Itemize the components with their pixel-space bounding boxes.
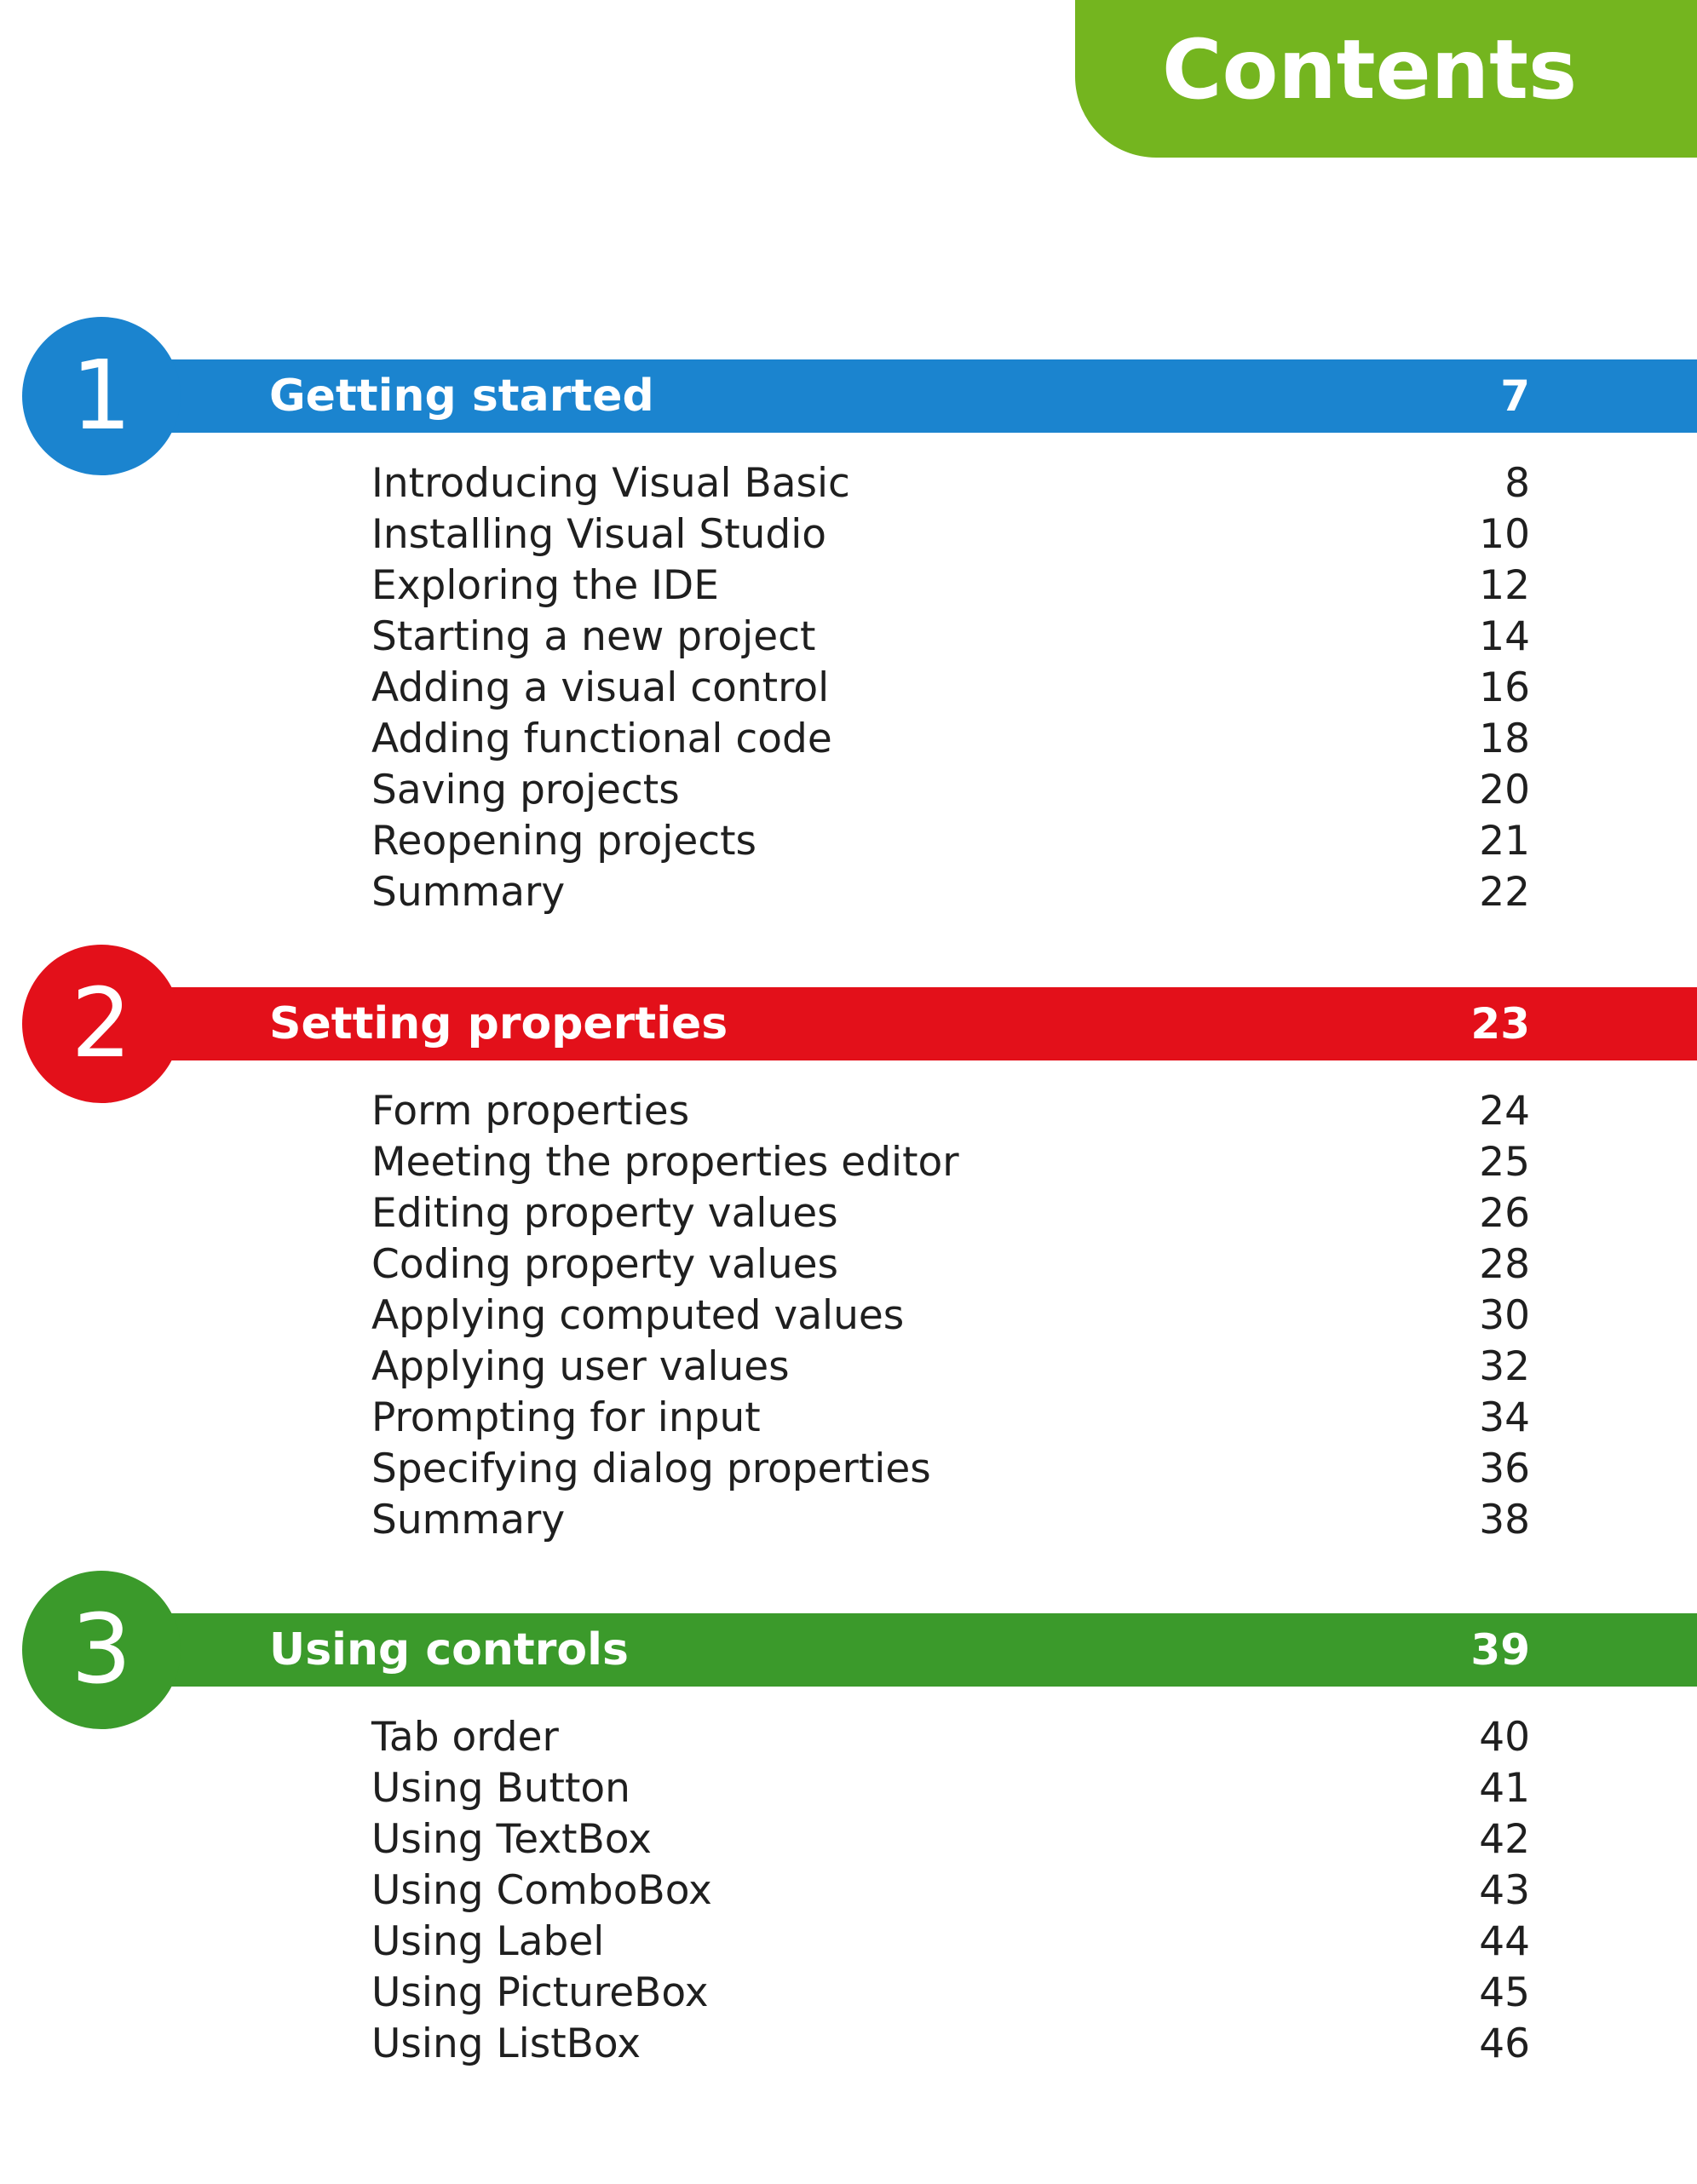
toc-entry[interactable] bbox=[371, 560, 1530, 612]
entry-list bbox=[371, 1712, 1530, 2070]
entry-title: Meeting the properties editor bbox=[371, 1139, 959, 1186]
toc-entry[interactable] bbox=[371, 1712, 1530, 1763]
entry-title: Applying computed values bbox=[371, 1292, 905, 1339]
chapter-number: 2 bbox=[71, 968, 132, 1079]
entry-page-number: 25 bbox=[1479, 1139, 1530, 1186]
entry-title: Using Label bbox=[371, 1918, 605, 1965]
entry-list bbox=[371, 458, 1530, 918]
toc-entry[interactable] bbox=[371, 1917, 1530, 1968]
entry-title: Adding a visual control bbox=[371, 664, 830, 711]
entry-page-number: 8 bbox=[1504, 460, 1530, 507]
toc-entry[interactable] bbox=[371, 1342, 1530, 1393]
entry-title: Coding property values bbox=[371, 1241, 839, 1288]
toc-entry[interactable] bbox=[371, 509, 1530, 560]
entry-title: Exploring the IDE bbox=[371, 562, 719, 609]
entry-title: Summary bbox=[371, 869, 566, 916]
entry-page-number: 30 bbox=[1479, 1292, 1530, 1339]
page-title: Contents bbox=[1162, 22, 1578, 118]
toc-entry[interactable] bbox=[371, 612, 1530, 663]
entry-title: Summary bbox=[371, 1497, 566, 1543]
entry-title: Using ComboBox bbox=[371, 1867, 712, 1914]
toc-entry[interactable] bbox=[371, 1137, 1530, 1188]
entry-title: Starting a new project bbox=[371, 613, 816, 660]
entry-page-number: 41 bbox=[1479, 1765, 1530, 1812]
entry-page-number: 46 bbox=[1479, 2020, 1530, 2067]
entry-title: Using TextBox bbox=[371, 1816, 652, 1863]
toc-entry[interactable] bbox=[371, 663, 1530, 714]
entry-page-number: 44 bbox=[1479, 1918, 1530, 1965]
entry-title: Tab order bbox=[371, 1714, 559, 1761]
toc-entry[interactable] bbox=[371, 2019, 1530, 2070]
toc-entry[interactable] bbox=[371, 1444, 1530, 1495]
entry-page-number: 43 bbox=[1479, 1867, 1530, 1914]
entry-title: Applying user values bbox=[371, 1343, 790, 1390]
entry-title: Editing property values bbox=[371, 1190, 838, 1237]
entry-title: Saving projects bbox=[371, 767, 680, 813]
toc-entry[interactable] bbox=[371, 1086, 1530, 1137]
entry-page-number: 42 bbox=[1479, 1816, 1530, 1863]
toc-entry[interactable] bbox=[371, 1188, 1530, 1239]
chapter-page-number: 39 bbox=[1470, 1625, 1530, 1675]
entry-title: Using ListBox bbox=[371, 2020, 641, 2067]
entry-page-number: 24 bbox=[1479, 1088, 1530, 1135]
toc-entry[interactable] bbox=[371, 816, 1530, 867]
toc-entry[interactable] bbox=[371, 714, 1530, 765]
entry-title: Introducing Visual Basic bbox=[371, 460, 850, 507]
entry-page-number: 18 bbox=[1479, 716, 1530, 762]
entry-page-number: 22 bbox=[1479, 869, 1530, 916]
toc-entry[interactable] bbox=[371, 1393, 1530, 1444]
chapter-page-number: 23 bbox=[1470, 999, 1530, 1049]
entry-page-number: 26 bbox=[1479, 1190, 1530, 1237]
toc-entry[interactable] bbox=[371, 1290, 1530, 1342]
toc-entry[interactable] bbox=[371, 1865, 1530, 1917]
entry-page-number: 12 bbox=[1479, 562, 1530, 609]
toc-entry[interactable] bbox=[371, 1814, 1530, 1865]
entry-title: Reopening projects bbox=[371, 818, 756, 865]
chapter-title[interactable]: Getting started bbox=[269, 371, 654, 422]
toc-entry[interactable] bbox=[371, 1495, 1530, 1546]
entry-page-number: 45 bbox=[1479, 1969, 1530, 2016]
chapter-page-number: 7 bbox=[1500, 371, 1530, 421]
toc-entry[interactable] bbox=[371, 1968, 1530, 2019]
entry-page-number: 40 bbox=[1479, 1714, 1530, 1761]
toc-entry[interactable] bbox=[371, 458, 1530, 509]
chapter-number: 1 bbox=[71, 341, 132, 451]
entry-title: Prompting for input bbox=[371, 1394, 761, 1441]
entry-list bbox=[371, 1086, 1530, 1546]
entry-page-number: 21 bbox=[1479, 818, 1530, 865]
entry-page-number: 34 bbox=[1479, 1394, 1530, 1441]
entry-title: Installing Visual Studio bbox=[371, 511, 827, 558]
entry-page-number: 16 bbox=[1479, 664, 1530, 711]
toc-entry[interactable] bbox=[371, 867, 1530, 918]
entry-title: Adding functional code bbox=[371, 716, 832, 762]
entry-page-number: 10 bbox=[1479, 511, 1530, 558]
toc-entry[interactable] bbox=[371, 1763, 1530, 1814]
chapter-title[interactable]: Using controls bbox=[269, 1624, 629, 1675]
toc-entry[interactable] bbox=[371, 765, 1530, 816]
entry-page-number: 32 bbox=[1479, 1343, 1530, 1390]
entry-title: Specifying dialog properties bbox=[371, 1445, 931, 1492]
entry-page-number: 14 bbox=[1479, 613, 1530, 660]
entry-title: Form properties bbox=[371, 1088, 690, 1135]
toc-entry[interactable] bbox=[371, 1239, 1530, 1290]
entry-page-number: 38 bbox=[1479, 1497, 1530, 1543]
entry-page-number: 36 bbox=[1479, 1445, 1530, 1492]
entry-title: Using Button bbox=[371, 1765, 630, 1812]
chapter-title[interactable]: Setting properties bbox=[269, 998, 728, 1049]
chapter-number: 3 bbox=[71, 1595, 132, 1705]
entry-page-number: 20 bbox=[1479, 767, 1530, 813]
entry-page-number: 28 bbox=[1479, 1241, 1530, 1288]
entry-title: Using PictureBox bbox=[371, 1969, 709, 2016]
